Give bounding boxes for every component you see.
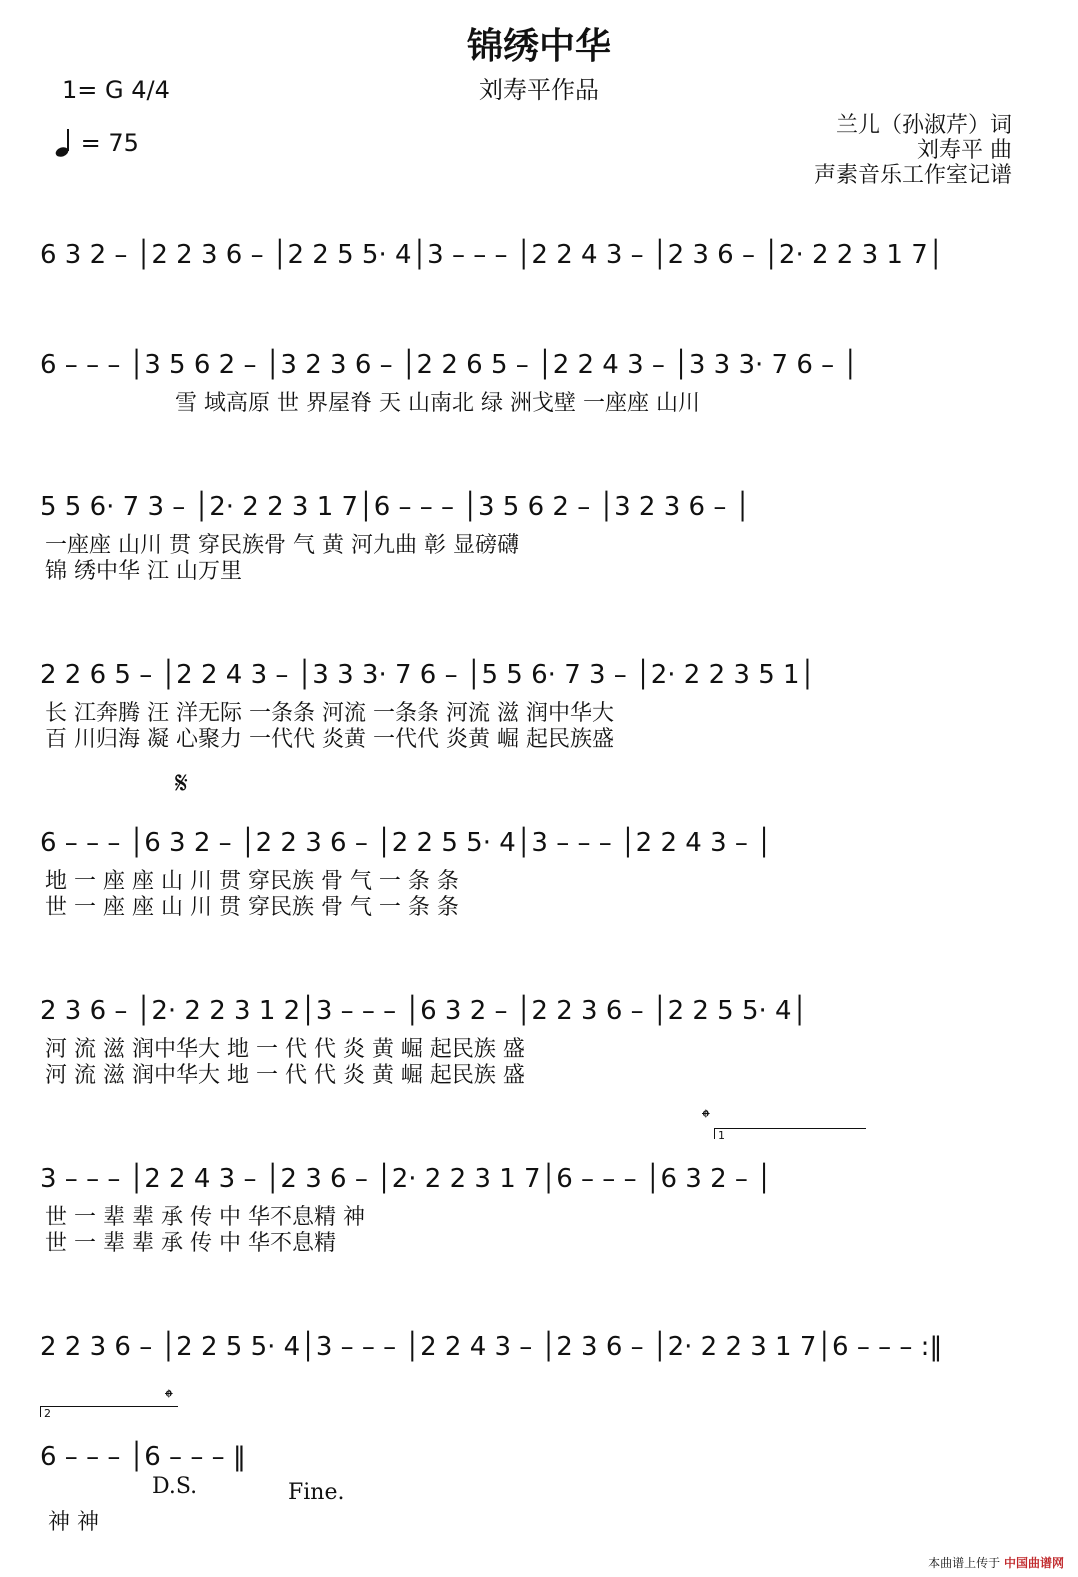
volta-bracket-2	[40, 1406, 178, 1420]
lyric-line-2a: 雪 域高原 世 界屋脊 天 山南北 绿 洲戈壁 一座座 山川	[175, 391, 700, 416]
lyric-line-5b: 世 一 座 座 山 川 贯 穿民族 骨 气 一 条 条	[45, 895, 459, 920]
segno-sign: 𝄋	[175, 766, 188, 801]
key-signature: 1= G 4/4	[62, 76, 170, 104]
lyric-line-4a: 长 江奔腾 汪 洋无际 一条条 河流 一条条 河流 滋 润中华大	[45, 701, 614, 726]
lyricist-credit: 兰儿（孙淑芹）词	[835, 113, 1012, 138]
lyric-line-5a: 地 一 座 座 山 川 贯 穿民族 骨 气 一 条 条	[45, 869, 459, 894]
tempo-marking	[55, 127, 139, 157]
lyric-line-7a: 世 一 辈 辈 承 传 中 华不息精 神	[45, 1205, 365, 1230]
page-title: 锦绣中华	[466, 26, 611, 67]
volta-1-label: 1	[718, 1129, 725, 1142]
fine-marking: Fine.	[288, 1480, 345, 1505]
score-line-7: 3 – – – │2 2 4 3 – │2 3 6 – │2· 2 2 3 1 7│6 – – – │6 3 2 – │	[40, 1164, 772, 1194]
score-line-3: 5 5 6· 7 3 – │2· 2 2 3 1 7│6 – – – │3 5 6 2 – │3 2 3 6 – │	[40, 492, 751, 522]
score-line-2: 6 – – – │3 5 6 2 – │3 2 3 6 – │2 2 6 5 – │2 2 4 3 – │3 3 3· 7 6 – │	[40, 350, 859, 380]
subtitle: 刘寿平作品	[479, 76, 599, 104]
lyric-line-6a: 河 流 滋 润中华大 地 一 代 代 炎 黄 崛 起民族 盛	[45, 1037, 525, 1062]
footer	[928, 1554, 1064, 1571]
volta-bracket-1	[714, 1128, 866, 1142]
score-line-4: 2 2 6 5 – │2 2 4 3 – │3 3 3· 7 6 – │5 5 6· 7 3 – │2· 2 2 3 5 1│	[40, 660, 816, 690]
quarter-note-icon	[55, 127, 73, 157]
score-line-8: 2 2 3 6 – │2 2 5 5· 4│3 – – – │2 2 4 3 – │2 3 6 – │2· 2 2 3 1 7│6 – – – :‖	[40, 1332, 943, 1362]
transcriber-credit: 声素音乐工作室记谱	[813, 163, 1012, 188]
volta-2-label: 2	[44, 1407, 51, 1420]
score-line-1: 6 3 2 – │2 2 3 6 – │2 2 5 5· 4│3 – – – │2 2 4 3 – │2 3 6 – │2· 2 2 3 1 7│	[40, 240, 944, 270]
site-logo[interactable]: 中国曲谱网	[1003, 1556, 1064, 1570]
ds-marking: D.S.	[152, 1474, 198, 1499]
score-line-6: 2 3 6 – │2· 2 2 3 1 2│3 – – – │6 3 2 – │2 2 3 6 – │2 2 5 5· 4│	[40, 996, 808, 1026]
lyric-line-4b: 百 川归海 凝 心聚力 一代代 炎黄 一代代 炎黄 崛 起民族盛	[45, 727, 614, 752]
lyric-line-7b: 世 一 辈 辈 承 传 中 华不息精	[45, 1231, 336, 1256]
score-line-5: 6 – – – │6 3 2 – │2 2 3 6 – │2 2 5 5· 4│3 – – – │2 2 4 3 – │	[40, 828, 772, 858]
lyric-line-3b: 锦 绣中华 江 山万里	[45, 559, 242, 584]
coda-sign: 𝄌	[702, 1106, 710, 1131]
lyric-line-6b: 河 流 滋 润中华大 地 一 代 代 炎 黄 崛 起民族 盛	[45, 1063, 525, 1088]
lyric-line-3a: 一座座 山川 贯 穿民族骨 气 黄 河九曲 彰 显磅礴	[45, 533, 519, 558]
lyric-line-9a: 神 神	[48, 1510, 99, 1535]
coda-sign-2: 𝄌	[165, 1386, 173, 1411]
composer-credit: 刘寿平 曲	[917, 138, 1012, 163]
score-line-9: 6 – – – │6 – – – ‖	[40, 1442, 246, 1472]
tempo-value: = 75	[80, 129, 139, 157]
footer-text: 本曲谱上传于	[928, 1556, 1001, 1570]
